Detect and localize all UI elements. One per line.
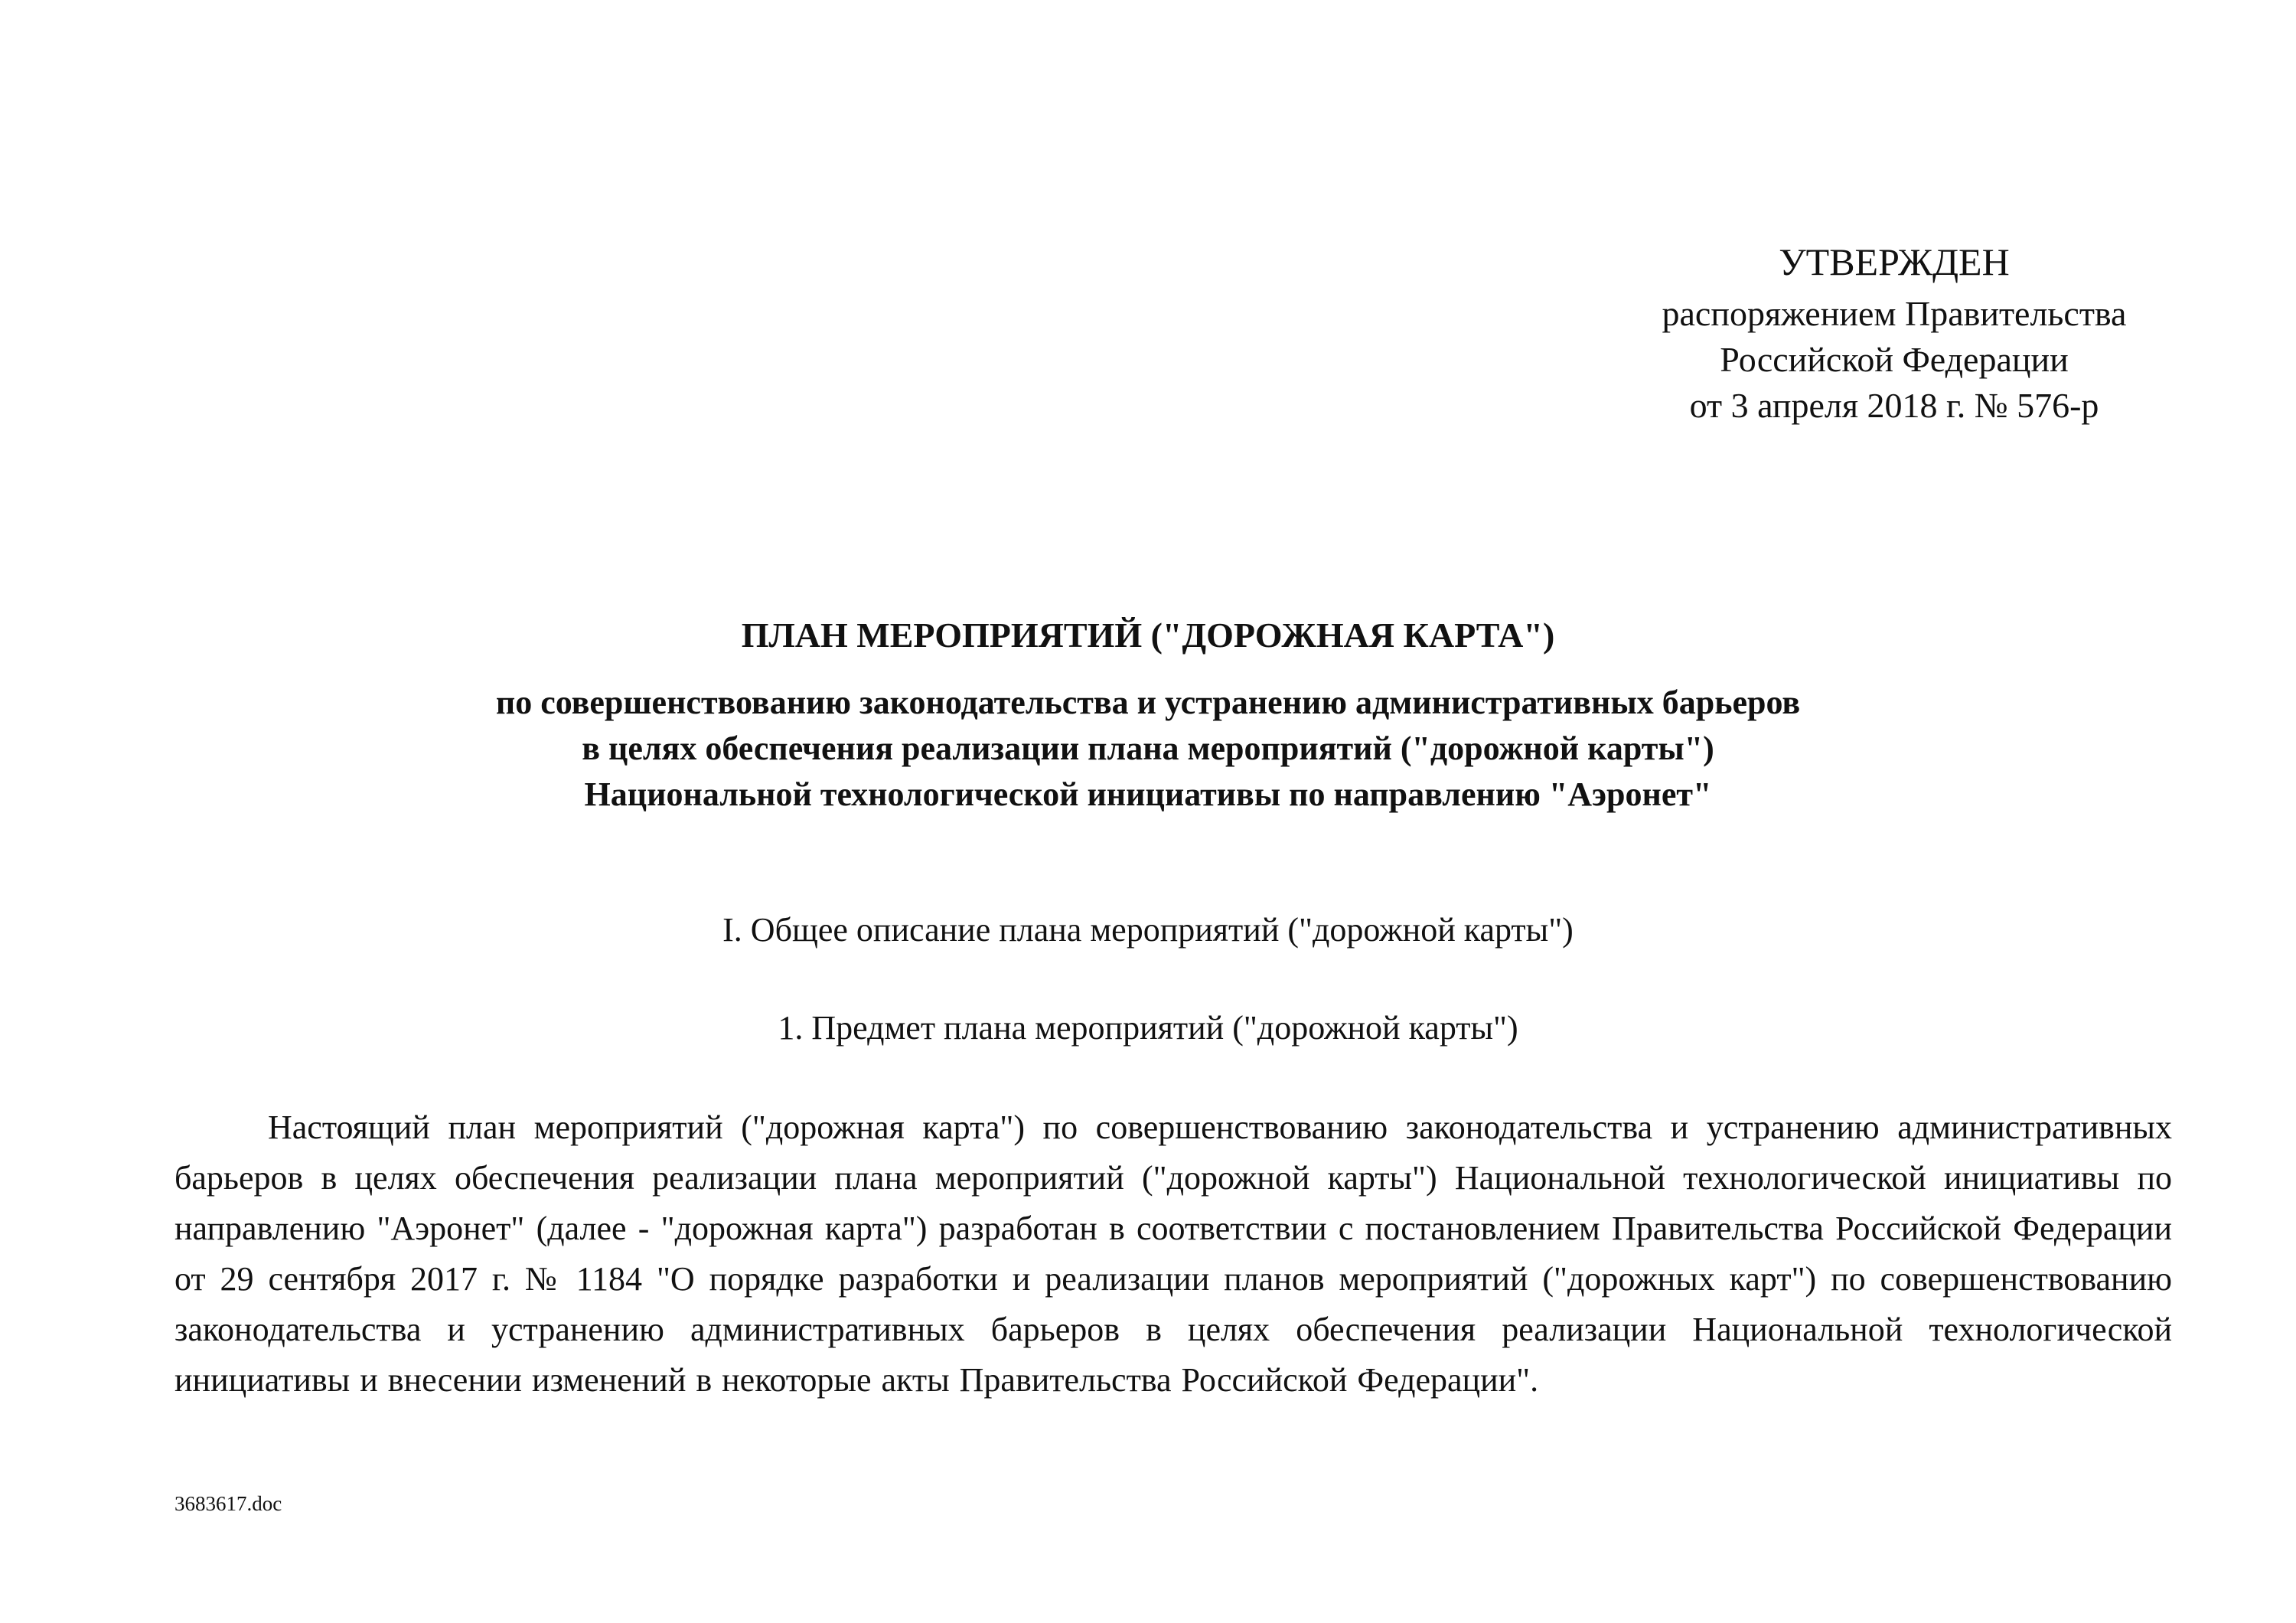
approval-stamp-block — [1607, 239, 2181, 429]
subsection-heading: 1. Предмет плана мероприятий ("дорожной карты") — [778, 1009, 1518, 1047]
document-title: ПЛАН МЕРОПРИЯТИЙ ("ДОРОЖНАЯ КАРТА") — [741, 616, 1555, 655]
document-title-block — [230, 612, 2066, 818]
approval-line-country: Российской Федерации — [1720, 340, 2069, 379]
approved-label: УТВЕРЖДЕН — [1779, 240, 2010, 283]
document-file-id: 3683617.doc — [174, 1492, 282, 1515]
body-paragraph: Настоящий план мероприятий ("дорожная карта") по совершенствованию законодательства и устранению административных барьеров в целях обеспечения реализации плана мероприятий ("дорожной карты") Национальной технологической инициативы по направлению "Аэронет" (далее - "дорожная карта") разработан в соответствии с постановлением Правительства Российской Федерации от 29 сентября 2017 г. № 1184 "О порядке разработки и реализации планов мероприятий ("дорожных карт") по совершенствованию законодательства и устранению административных барьеров в целях обеспечения реализации Национальной технологической инициативы и внесении изменений в некоторые акты Правительства Российской Федерации". — [174, 1109, 2172, 1399]
document-subtitle-line-1: по совершенствованию законодательства и устранению административных барьеров — [495, 684, 1801, 721]
section-heading: I. Общее описание плана мероприятий ("дорожной карты") — [722, 911, 1574, 949]
document-subtitle-line-2: в целях обеспечения реализации плана мероприятий ("дорожной карты") — [582, 730, 1714, 767]
approval-line-date-number: от 3 апреля 2018 г. № 576-р — [1689, 386, 2099, 425]
approval-line-authority: распоряжением Правительства — [1662, 294, 2127, 333]
document-subtitle-line-3: Национальной технологической инициативы по направлению "Аэронет" — [584, 776, 1712, 813]
